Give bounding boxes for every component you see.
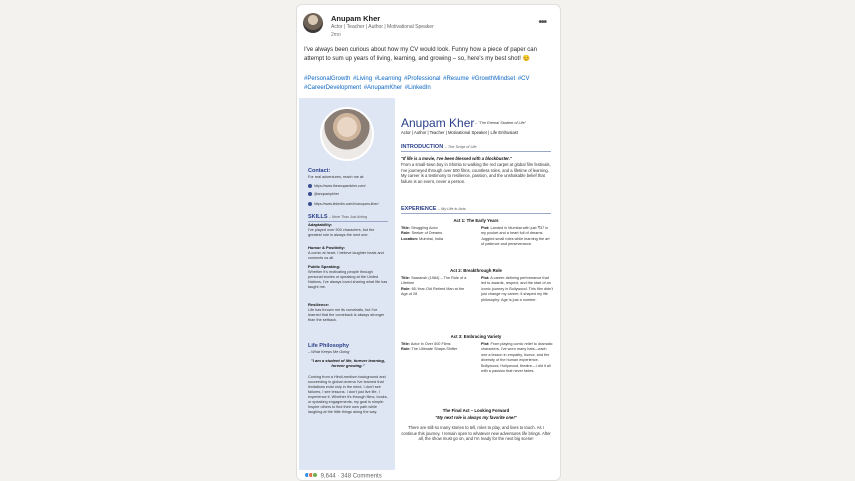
skill-title: Resilience: [308,302,330,307]
skill-body: Life has thrown me its curveballs, but I've learned that the comeback is always stronger than the setback. [308,308,385,322]
hashtag[interactable]: #Learning [374,76,402,82]
cv-name: Anupam Kher [401,116,475,130]
hashtag[interactable]: #CareerDevelopment [304,85,362,91]
hashtag[interactable]: #GrowthMindset [471,76,516,82]
philosophy-sub: – What Keeps Me Going [308,350,350,354]
act-title: Act 2: Breakthrough Role [450,268,502,273]
globe-icon [308,184,312,188]
divider [401,213,551,214]
reactions-icon[interactable] [304,472,316,480]
intro-quote: "If life is a movie, I've been blessed with a blockbuster." [401,156,512,161]
experience-title: EXPERIENCE – My Life in Acts [401,206,466,212]
social-counts: 9,644 · 348 Comments [304,472,382,480]
skill-title: Public Speaking: [308,264,341,269]
comments-count[interactable]: 348 Comments [341,473,382,480]
hashtag[interactable]: #PersonalGrowth [304,76,351,82]
hashtag[interactable]: #Resume [443,76,469,82]
cv-tagline: – "The Eternal Student of Life" [475,121,527,125]
hashtag-list [304,75,556,93]
skill-body: I've played over 500 characters, but the greatest role is always the next one. [308,228,375,237]
act-title: Act 1: The Early Years [453,218,499,223]
philosophy-title: Life Philosophy [308,343,349,349]
cv-roles: Actor | Author | Teacher | Motivational Speaker | Life Enthusiast [401,130,518,135]
post-time: 2mo [331,32,341,38]
contact-title: Contact: [308,168,331,174]
final-quote: "My next role is always my favorite one!" [435,415,517,420]
intro-body: From a small-town boy in Shimla to walking the red carpet at global film festivals, I've journeyed through over 500 films, countless roles, and a lifetime of learning. My career is a testimony to resilience, passion, and the unshakable belief that failure is an event, never a person. [401,162,551,184]
skill-body: A comic at heart, I believe laughter heals and connects us all. [308,251,384,260]
linkedin-icon [308,202,312,206]
avatar[interactable] [303,13,323,33]
divider [401,151,551,152]
post-header [303,13,556,41]
contact-sub: For real adventures, reach me at: [308,175,365,179]
profile-photo [320,107,374,161]
contact-link: https://www.linkedin.com/in/anupam-kher/ [308,202,379,206]
cv-sidebar [299,98,395,470]
philosophy-quote: "I am a student of life, forever learning, forever growing." [310,358,386,368]
instagram-icon [308,192,312,196]
act-details: Title: Actor in Over 500 Films Role: The Ultimate Shape-Shifter [401,342,458,352]
skill-body: Whether it's motivating people through personal stories or speaking at the United Nations, I've always loved sharing what life has taught me. [308,270,388,289]
hashtag[interactable]: #CV [517,76,530,82]
post-text: I've always been curious about how my CV would look. Funny how a piece of paper can attempt to sum up years of living, learning, and growing – so, here's my best shot! 😊 [304,47,537,62]
final-title: The Final Act – Looking Forward [442,408,510,413]
final-body: There are still so many stories to tell, roles to play, and lives to touch. As I continue this journey, I remain open to whatever new adventures life brings. After all, the show must go on, and I'm ready for the next big scene! [401,425,551,442]
hashtag[interactable]: #LinkedIn [404,85,431,91]
post-card [296,4,561,481]
skills-title: SKILLS – More Than Just Acting [308,214,367,220]
act-details: Title: Saaransh (1984) – The Role of a Lifetime Role: 65-Year-Old Retired Man at the Age of 28 [401,276,467,297]
contact-link: @anupampkher [308,192,339,196]
skill-title: Adaptability: [308,222,333,227]
act-plot: Plot: From playing comic relief to dramatic characters, I've worn many hats—each one a lesson in empathy, humor, and the diversity of the human experience. Bollywood, Hollywood, theatre—I did it all with a passion that never fades. [481,342,553,374]
hashtag[interactable]: #Living [353,76,373,82]
philosophy-body: Coming from a Hindi-medium background and succeeding in global cinema I've learned that limitations exist only in the mind. I don't see failures, I see lessons. I don't just live life, I experience it. Whether it's through films, books, or speaking engagements, my goal is simple: Inspire others to find their own path while laughing at the little things along the way. [308,375,388,414]
skill-title: Humor & Positivity: [308,245,346,250]
cv-image[interactable] [297,98,561,470]
reactions-count[interactable]: 9,644 [320,473,336,480]
intro-title: INTRODUCTION – The Script of Life [401,144,477,150]
hashtag[interactable]: #Professional [404,76,441,82]
act-plot: Plot: Landed in Mumbai with just ₹37 in my pocket and a heart full of dreams. Juggled small roles while learning the art of patience and perseverance. [481,226,550,247]
author-name[interactable]: Anupam Kher [331,14,381,23]
act-plot: Plot: A career-defining performance that led to awards, respect, and the start of an iconic journey in Bollywood. This film didn't just change my career; it shaped my life philosophy: Age is just a number. [481,276,553,302]
act-details: Title: Struggling Actor Role: Seeker of Dreams Location: Mumbai, India [401,226,444,241]
contact-link: https://www.theanupamkher.com/ [308,184,366,188]
cv-main [401,98,559,470]
author-headline: Actor | Teacher | Author | Motivational Speaker [331,24,434,30]
act-title: Act 3: Embracing Variety [450,334,502,339]
hashtag[interactable]: #AnupamKher [363,85,403,91]
more-options-icon[interactable]: ••• [538,17,546,28]
